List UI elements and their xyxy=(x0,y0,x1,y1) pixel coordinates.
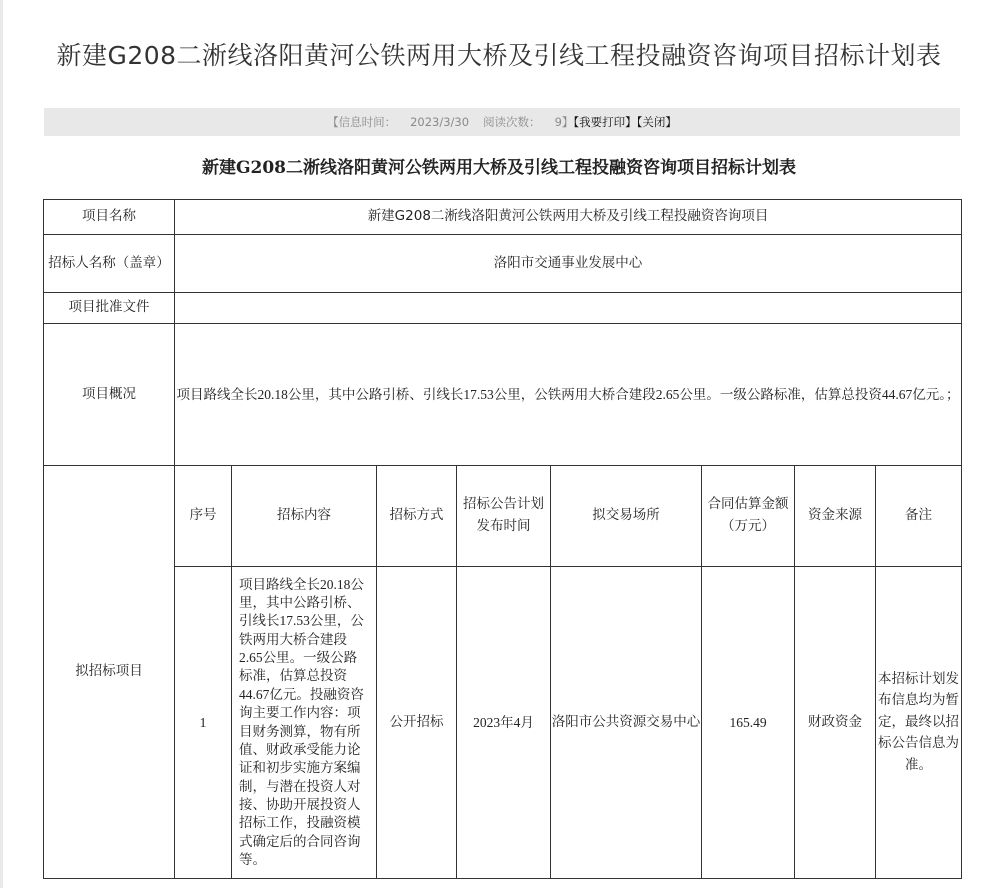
row-project-name xyxy=(44,200,962,235)
overview-value: 项目路线全长20.18公里，其中公路引桥、引线长17.53公里，公铁两用大桥合建段2.65公里。一级公路标准，估算总投资44.67亿元。； xyxy=(175,324,962,466)
table-row xyxy=(44,567,962,879)
header-remark: 备注 xyxy=(876,466,962,567)
cell-publish-time: 2023年4月 xyxy=(457,567,551,879)
approval-label: 项目批准文件 xyxy=(44,293,175,324)
info-reads-label: 阅读次数： xyxy=(483,115,541,129)
header-content: 招标内容 xyxy=(232,466,377,567)
info-reads-close: 】 xyxy=(561,115,574,129)
close-link[interactable]: 【关闭】 xyxy=(636,115,677,129)
info-reads-value: 9 xyxy=(554,115,562,129)
left-edge xyxy=(0,0,3,888)
planned-label: 拟招标项目 xyxy=(44,466,175,879)
tenderer-label: 招标人名称（盖章） xyxy=(44,235,175,293)
project-name-label: 项目名称 xyxy=(44,200,175,235)
info-time-label: 【信息时间： xyxy=(327,115,397,129)
plan-table xyxy=(43,199,962,879)
header-amount: 合同估算金额（万元） xyxy=(702,466,795,567)
overview-label: 项目概况 xyxy=(44,324,175,466)
project-name-value: 新建G208二淅线洛阳黄河公铁两用大桥及引线工程投融资咨询项目 xyxy=(175,200,962,235)
tenderer-value: 洛阳市交通事业发展中心 xyxy=(175,235,962,293)
print-link[interactable]: 【我要打印】 xyxy=(573,115,637,129)
page-title: 新建G208二淅线洛阳黄河公铁两用大桥及引线工程投融资咨询项目招标计划表 xyxy=(56,41,942,70)
row-tenderer xyxy=(44,235,962,293)
cell-method: 公开招标 xyxy=(377,567,457,879)
row-overview xyxy=(44,324,962,466)
cell-seq: 1 xyxy=(175,567,232,879)
row-approval xyxy=(44,293,962,324)
cell-content: 项目路线全长20.18公里，其中公路引桥、引线长17.53公里，公铁两用大桥合建段2.65公里。一级公路标准，估算总投资44.67亿元。投融资咨询主要工作内容：项目财务测算，物有所值、财政承受能力论证和初步实施方案编制，与潜在投资人对接、协助开展投资人招标工作，投融资模式确定后的合同咨询等。 xyxy=(232,567,377,879)
info-bar xyxy=(44,108,960,136)
header-seq: 序号 xyxy=(175,466,232,567)
header-venue: 拟交易场所 xyxy=(551,466,702,567)
header-fund: 资金来源 xyxy=(795,466,876,567)
info-time-value: 2023/3/30 xyxy=(410,115,470,129)
cell-remark: 本招标计划发布信息均为暂定，最终以招标公告信息为准。 xyxy=(876,567,962,879)
header-method: 招标方式 xyxy=(377,466,457,567)
cell-fund: 财政资金 xyxy=(795,567,876,879)
header-publish-time: 招标公告计划发布时间 xyxy=(457,466,551,567)
table-title: 新建G208二淅线洛阳黄河公铁两用大桥及引线工程投融资咨询项目招标计划表 xyxy=(201,158,796,178)
approval-value xyxy=(175,293,962,324)
cell-amount: 165.49 xyxy=(702,567,795,879)
row-headers xyxy=(44,466,962,567)
cell-venue: 洛阳市公共资源交易中心 xyxy=(551,567,702,879)
